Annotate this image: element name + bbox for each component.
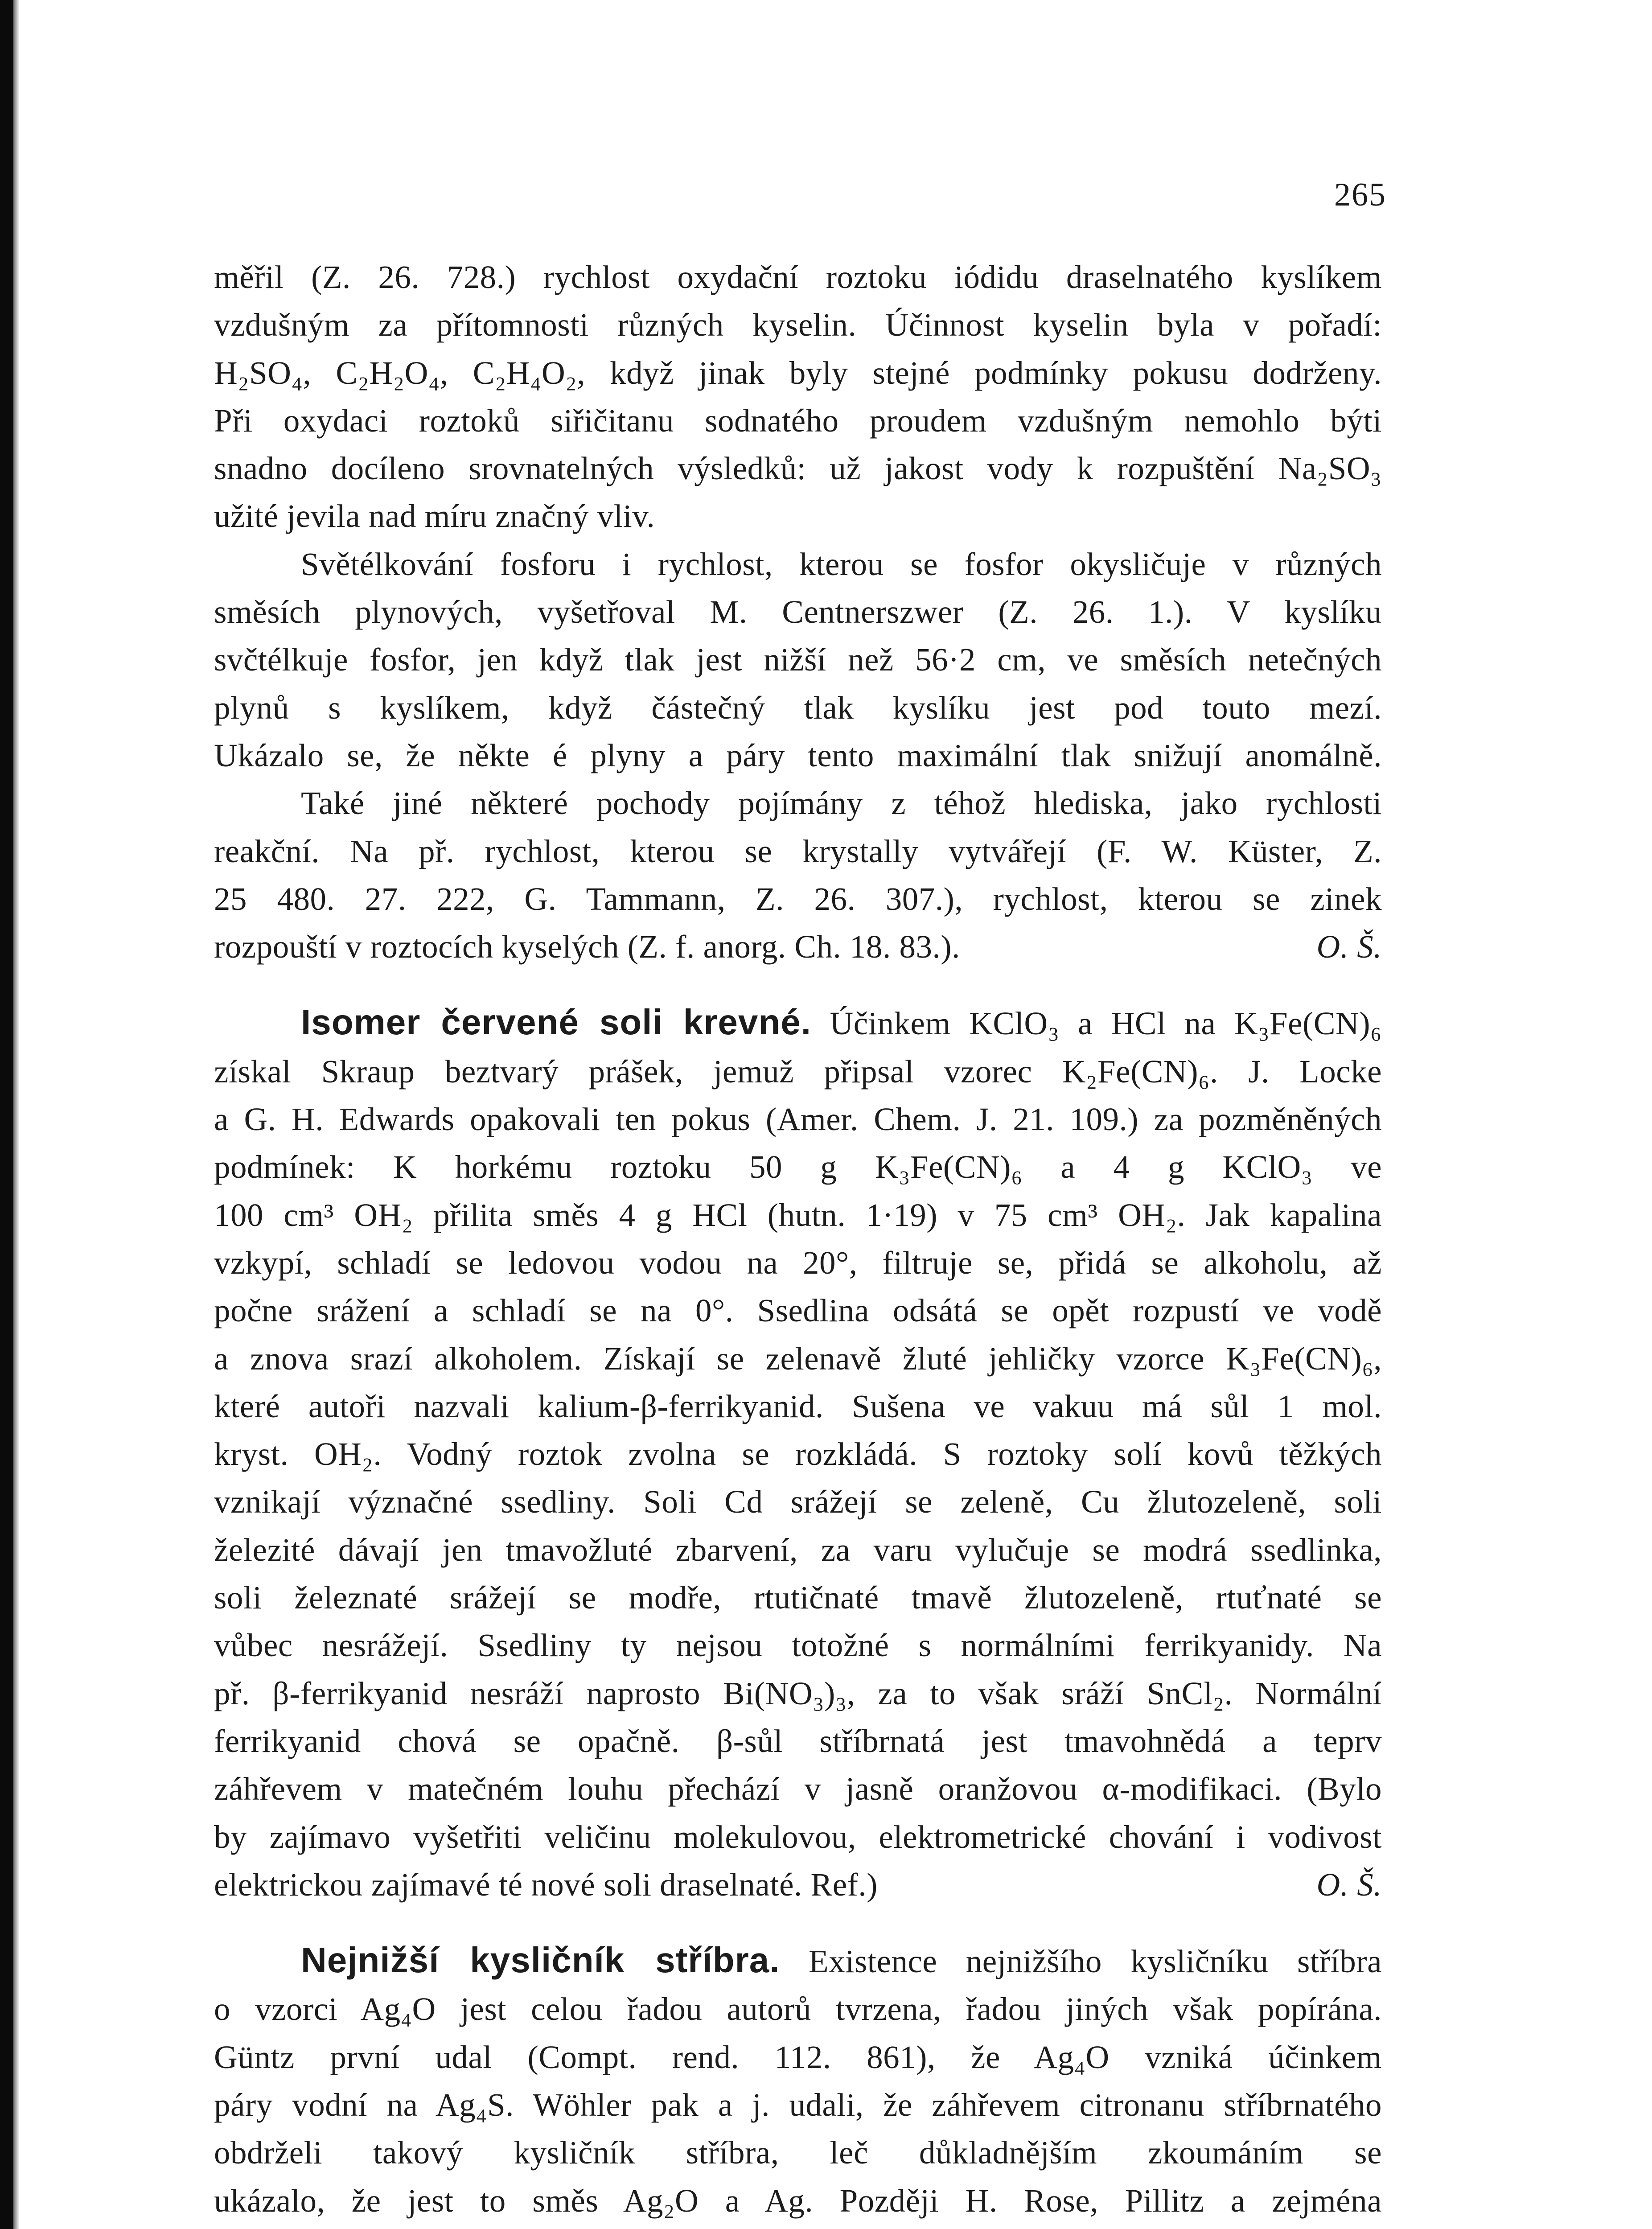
- text-line: svčtélkuje fosfor, jen když tlak jest nižší než 56·2 cm, ve směsích netečných: [214, 642, 1382, 678]
- text-line: směsích plynových, vyšetřoval M. Centnerszwer (Z. 26. 1.). V kyslíku: [214, 594, 1382, 630]
- text-line: vzkypí, schladí se ledovou vodou na 20°, filtruje se, přidá se alkoholu, až: [214, 1244, 1382, 1281]
- page-body: [214, 253, 1382, 2229]
- text-line-content: Účinkem KClO₃ a HCl na K₃Fe(CN)₆: [830, 1005, 1382, 1042]
- text-line-content: elektrickou zajímavé té nové soli draselnaté. Ref.): [214, 1866, 878, 1903]
- text-line: snadno docíleno srovnatelných výsledků: už jakost vody k rozpuštění Na₂SO₃: [214, 450, 1382, 487]
- text-line: užité jevila nad míru značný vliv.: [214, 498, 655, 535]
- section-silver-oxide: [214, 1936, 1382, 2229]
- text-line: záhřevem v matečném louhu přechází v jasně oranžovou α-modifikaci. (Bylo: [214, 1771, 1382, 1807]
- text-line: př. β-ferrikyanid nesráží naprosto Bi(NO₃)₃, za to však sráží SnCl₂. Normální: [214, 1675, 1382, 1711]
- text-line: železité dávají jen tmavožluté zbarvení, za varu vylučuje se modrá ssedlinka,: [214, 1531, 1382, 1568]
- text-line: by zajímavo vyšetřiti veličinu molekulovou, elektrometrické chování i vodivost: [214, 1818, 1382, 1855]
- paragraph-continuation: [214, 253, 1382, 540]
- paragraph-other-processes: [214, 779, 1382, 971]
- text-line: vznikají význačné ssedliny. Soli Cd srážejí se zeleně, Cu žlutozeleně, soli: [214, 1484, 1382, 1520]
- text-line-content: rozpouští v roztocích kyselých (Z. f. anorg. Ch. 18. 83.).: [214, 929, 960, 965]
- signature: O. Š.: [1316, 929, 1382, 965]
- text-line: které autoři nazvali kalium-β-ferrikyanid. Sušena ve vakuu má sůl 1 mol.: [214, 1388, 1382, 1424]
- text-line: a znova srazí alkoholem. Získají se zelenavě žluté jehličky vzorce K₃Fe(CN)₆,: [214, 1340, 1382, 1377]
- text-line: kryst. OH₂. Vodný roztok zvolna se rozkládá. S roztoky solí kovů těžkých: [214, 1436, 1382, 1472]
- section-isomer: [214, 998, 1382, 1908]
- scan-edge-shadow: [13, 0, 20, 2229]
- text-line: vzdušným za přítomnosti různých kyselin. Účinnost kyselin byla v pořadí:: [214, 307, 1382, 343]
- text-line: [214, 2225, 1382, 2229]
- text-line-content: Existence nejnižšího kysličníku stříbra: [809, 1943, 1382, 1980]
- text-line: páry vodní na Ag₄S. Wöhler pak a j. udali, že záhřevem citronanu stříbrnatého: [214, 2086, 1382, 2123]
- text-line: podmínek: K horkému roztoku 50 g K₃Fe(CN)₆ a 4 g KClO₃ ve: [214, 1149, 1382, 1185]
- text-line: soli železnaté srážejí se modře, rtutičnaté tmavě žlutozeleně, rtuťnaté se: [214, 1579, 1382, 1616]
- paragraph-phosphor: [214, 540, 1382, 779]
- text-line: ukázalo, že jest to směs Ag₂O a Ag. Později H. Rose, Pillitz a zejména: [214, 2182, 1382, 2219]
- text-line: vůbec nesrážejí. Ssedliny ty nejsou totožné s normálními ferrikyanidy. Na: [214, 1627, 1382, 1664]
- text-line: plynů s kyslíkem, když částečný tlak kyslíku jest pod touto mezí.: [214, 689, 1382, 726]
- text-line: Také jiné některé pochody pojímány z téhož hlediska, jako rychlosti: [301, 785, 1382, 822]
- text-line: o vzorci Ag₄O jest celou řadou autorů tvrzena, řadou jiných však popírána.: [214, 1991, 1382, 2027]
- text-line: obdrželi takový kysličník stříbra, leč důkladnějším zkoumáním se: [214, 2134, 1382, 2171]
- text-line: 100 cm³ OH₂ přilita směs 4 g HCl (hutn. 1·19) v 75 cm³ OH₂. Jak kapalina: [214, 1197, 1382, 1233]
- text-line: 25 480. 27. 222, G. Tammann, Z. 26. 307.), rychlost, kterou se zinek: [214, 880, 1382, 917]
- text-line: [214, 998, 1382, 1047]
- text-line: Světélkování fosforu i rychlost, kterou se fosfor okysličuje v různých: [301, 546, 1382, 582]
- text-line: Při oxydaci roztoků siřičitanu sodnatého proudem vzdušným nemohlo býti: [214, 402, 1382, 439]
- text-line: [214, 923, 1382, 971]
- text-line: [214, 1861, 1382, 1908]
- scan-left-edge: [0, 0, 13, 2229]
- text-line: měřil (Z. 26. 728.) rychlost oxydační roztoku iódidu draselnatého kyslíkem: [214, 259, 1382, 295]
- text-line: počne srážení a schladí se na 0°. Ssedlina odsátá se opět rozpustí ve vodě: [214, 1292, 1382, 1329]
- text-line: a G. H. Edwards opakovali ten pokus (Amer. Chem. J. 21. 109.) za pozměněných: [214, 1101, 1382, 1138]
- section-heading: Nejnižší kysličník stříbra.: [301, 1940, 780, 1980]
- text-line: [214, 1936, 1382, 1985]
- text-line: H₂SO₄, C₂H₂O₄, C₂H₄O₂, když jinak byly stejné podmínky pokusu dodrženy.: [214, 354, 1382, 391]
- text-line: reakční. Na př. rychlost, kterou se krystally vytvářejí (F. W. Küster, Z.: [214, 833, 1382, 869]
- text-line: ferrikyanid chová se opačně. β-sůl stříbrnatá jest tmavohnědá a teprv: [214, 1723, 1382, 1759]
- signature: O. Š.: [1316, 1866, 1382, 1903]
- text-line: Ukázalo se, že někte é plyny a páry tento maximální tlak snižují anomálně.: [214, 737, 1382, 773]
- text-line: získal Skraup beztvarý prášek, jemuž připsal vzorec K₂Fe(CN)₆. J. Locke: [214, 1053, 1382, 1090]
- text-line: Güntz první udal (Compt. rend. 112. 861), že Ag₄O vzniká účinkem: [214, 2039, 1382, 2075]
- page-number: 265: [1334, 177, 1386, 213]
- section-heading: Isomer červené soli krevné.: [301, 1002, 811, 1042]
